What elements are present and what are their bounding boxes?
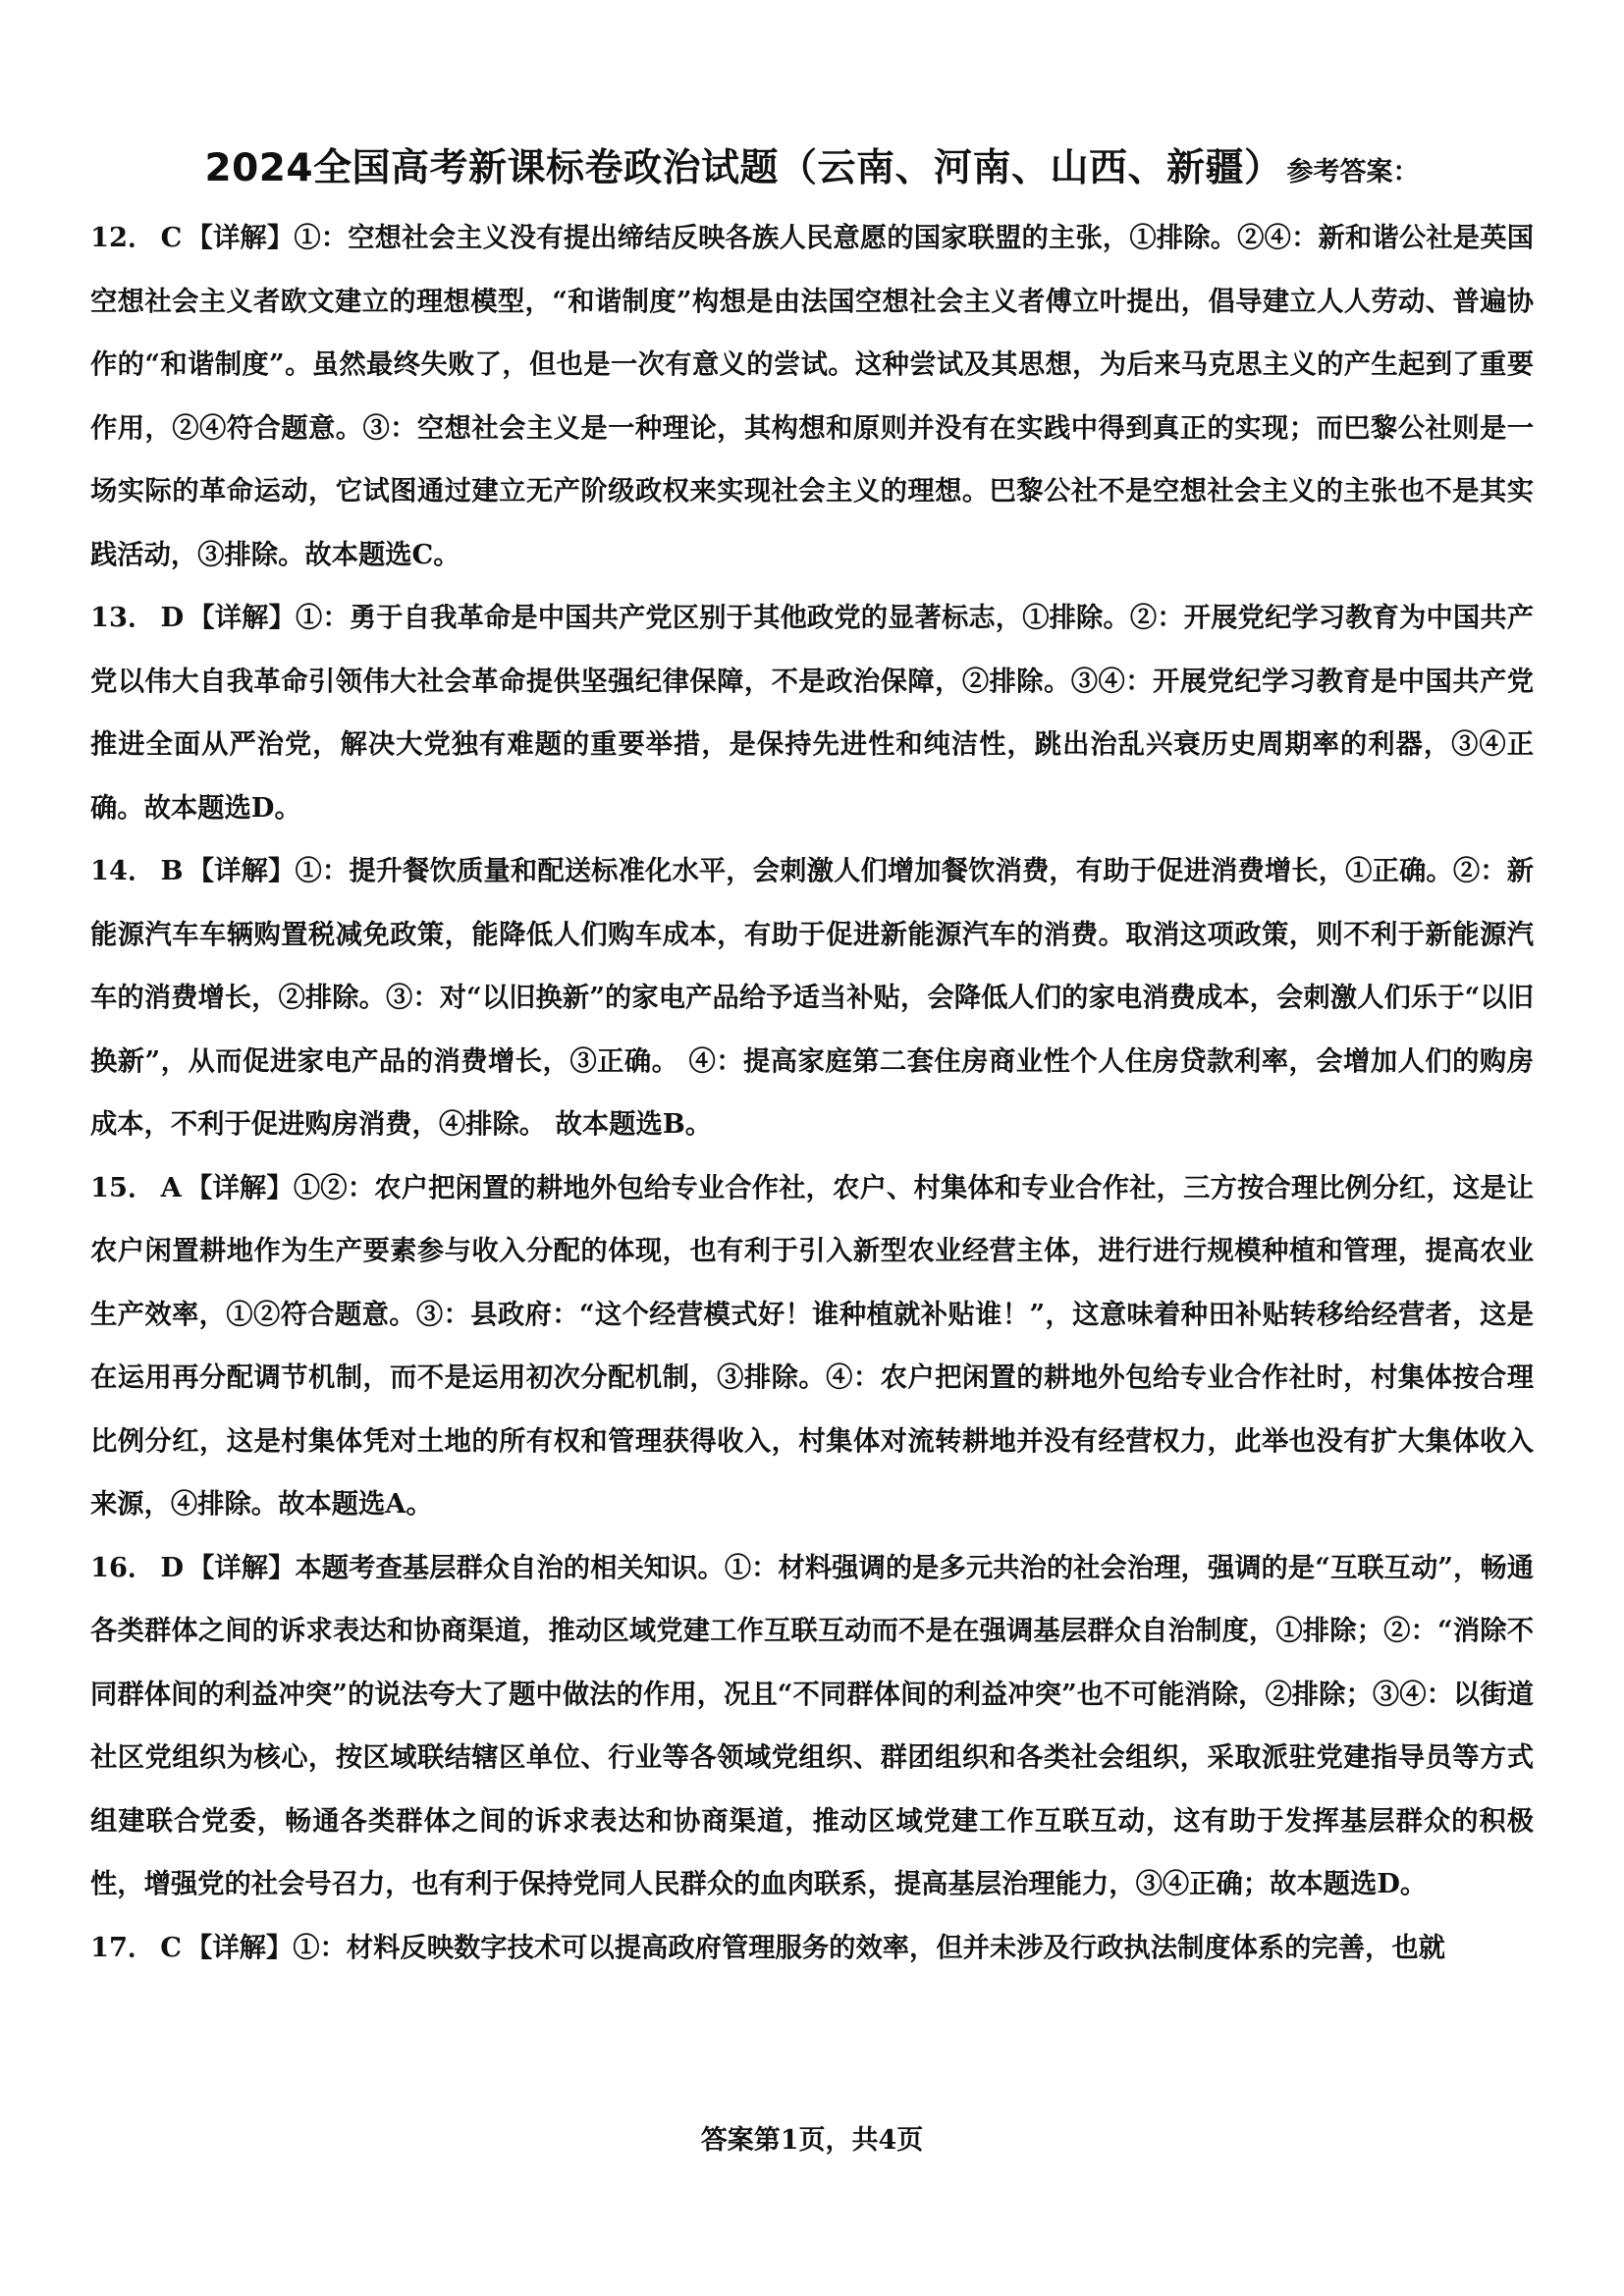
answer-item-12 bbox=[90, 206, 1534, 586]
answer-text: ①：勇于自我革命是中国共产党区别于其他政党的显著标志，①排除。②：开展党纪学习教育为中国共产党以伟大自我革命引领伟大社会革命提供坚强纪律保障，不是政治保障，②排除。③④：开展党纪学习教育是中国共产党推进全面从严治党，解决大党独有难题的重要举措，是保持先进性和纯洁性，跳出治乱兴衰历史周期率的利器，③④正确。故本题选D。 bbox=[90, 602, 1535, 824]
answer-tag: 【详解】 bbox=[185, 1171, 294, 1203]
answer-choice: C bbox=[160, 222, 183, 253]
answer-number: 17． bbox=[90, 1931, 155, 1963]
page-title: 2024全国高考新课标卷政治试题（云南、河南、山西、新疆） bbox=[204, 146, 1283, 190]
answer-list bbox=[90, 206, 1534, 1979]
answer-item-13 bbox=[90, 586, 1534, 839]
answer-number: 15． bbox=[90, 1171, 155, 1203]
answer-item-14 bbox=[90, 839, 1534, 1156]
page-subtitle: 参考答案： bbox=[1286, 157, 1420, 187]
answer-item-17 bbox=[90, 1916, 1534, 1980]
answer-tag: 【详解】 bbox=[186, 1931, 294, 1963]
answer-item-15 bbox=[90, 1156, 1534, 1536]
answer-choice: B bbox=[160, 855, 184, 886]
answer-choice: C bbox=[160, 1931, 183, 1963]
answer-number: 14． bbox=[90, 855, 155, 886]
answer-tag: 【详解】 bbox=[188, 602, 296, 633]
answer-text: ①：提升餐饮质量和配送标准化水平，会刺激人们增加餐饮消费，有助于促进消费增长，①正确。②：新能源汽车车辆购置税减免政策，能降低人们购车成本，有助于促进新能源汽车的消费。取消这项政策，则不利于新能源汽车的消费增长，②排除。③：对“以旧换新”的家电产品给予适当补贴，会降低人们的家电消费成本，会刺激人们乐于“以旧换新”，从而促进家电产品的消费增长，③正确。 ④：提高家庭第二套住房商业性个人住房贷款利率，会增加人们的购房成本，不利于促进购房消费，④排除。 故本题选B。 bbox=[90, 855, 1534, 1140]
answer-choice: D bbox=[160, 602, 185, 633]
answer-tag: 【详解】 bbox=[187, 855, 296, 886]
answer-text: ①：空想社会主义没有提出缔结反映各族人民意愿的国家联盟的主张，①排除。②④：新和谐公社是英国空想社会主义者欧文建立的理想模型，“和谐制度”构想是由法国空想社会主义者傅立叶提出，倡导建立人人劳动、普遍协作的“和谐制度”。虽然最终失败了，但也是一次有意义的尝试。这种尝试及其思想，为后来马克思主义的产生起到了重要作用，②④符合题意。③：空想社会主义是一种理论，其构想和原则并没有在实践中得到真正的实现；而巴黎公社则是一场实际的革命运动，它试图通过建立无产阶级政权来实现社会主义的理想。巴黎公社不是空想社会主义的主张也不是其实践活动，③排除。故本题选C。 bbox=[90, 222, 1534, 570]
answer-item-16 bbox=[90, 1536, 1534, 1916]
answer-text: ①：材料反映数字技术可以提高政府管理服务的效率，但并未涉及行政执法制度体系的完善，也就 bbox=[293, 1931, 1445, 1963]
answer-number: 12． bbox=[90, 222, 155, 253]
answer-text: 本题考查基层群众自治的相关知识。①：材料强调的是多元共治的社会治理，强调的是“互联互动”，畅通各类群体之间的诉求表达和协商渠道，推动区域党建工作互联互动而不是在强调基层群众自治制度，①排除；②：“消除不同群体间的利益冲突”的说法夸大了题中做法的作用，况且“不同群体间的利益冲突”也不可能消除，②排除；③④：以街道社区党组织为核心，按区域联结辖区单位、行业等各领域党组织、群团组织和各类社会组织，采取派驻党建指导员等方式组建联合党委，畅通各类群体之间的诉求表达和协商渠道，推动区域党建工作互联互动，这有助于发挥基层群众的积极性，增强党的社会号召力，也有利于保持党同人民群众的血肉联系，提高基层治理能力，③④正确；故本题选D。 bbox=[90, 1551, 1534, 1899]
answer-number: 16． bbox=[90, 1551, 155, 1583]
answer-choice: A bbox=[160, 1171, 182, 1203]
answer-tag: 【详解】 bbox=[188, 1551, 296, 1583]
answer-text: ①②：农户把闲置的耕地外包给专业合作社，农户、村集体和专业合作社，三方按合理比例分红，这是让农户闲置耕地作为生产要素参与收入分配的体现，也有利于引入新型农业经营主体，进行进行规模种植和管理，提高农业生产效率，①②符合题意。③：县政府：“这个经营模式好！谁种植就补贴谁！”，这意味着种田补贴转移给经营者，这是在运用再分配调节机制，而不是运用初次分配机制，③排除。④：农户把闲置的耕地外包给专业合作社时，村集体按合理比例分红，这是村集体凭对土地的所有权和管理获得收入，村集体对流转耕地并没有经营权力，此举也没有扩大集体收入来源，④排除。故本题选A。 bbox=[90, 1171, 1535, 1520]
answer-tag: 【详解】 bbox=[186, 222, 295, 253]
answer-choice: D bbox=[160, 1551, 185, 1583]
answer-number: 13． bbox=[90, 602, 155, 633]
title-row bbox=[90, 137, 1534, 192]
page-footer: 答案第1页，共4页 bbox=[700, 2125, 924, 2156]
